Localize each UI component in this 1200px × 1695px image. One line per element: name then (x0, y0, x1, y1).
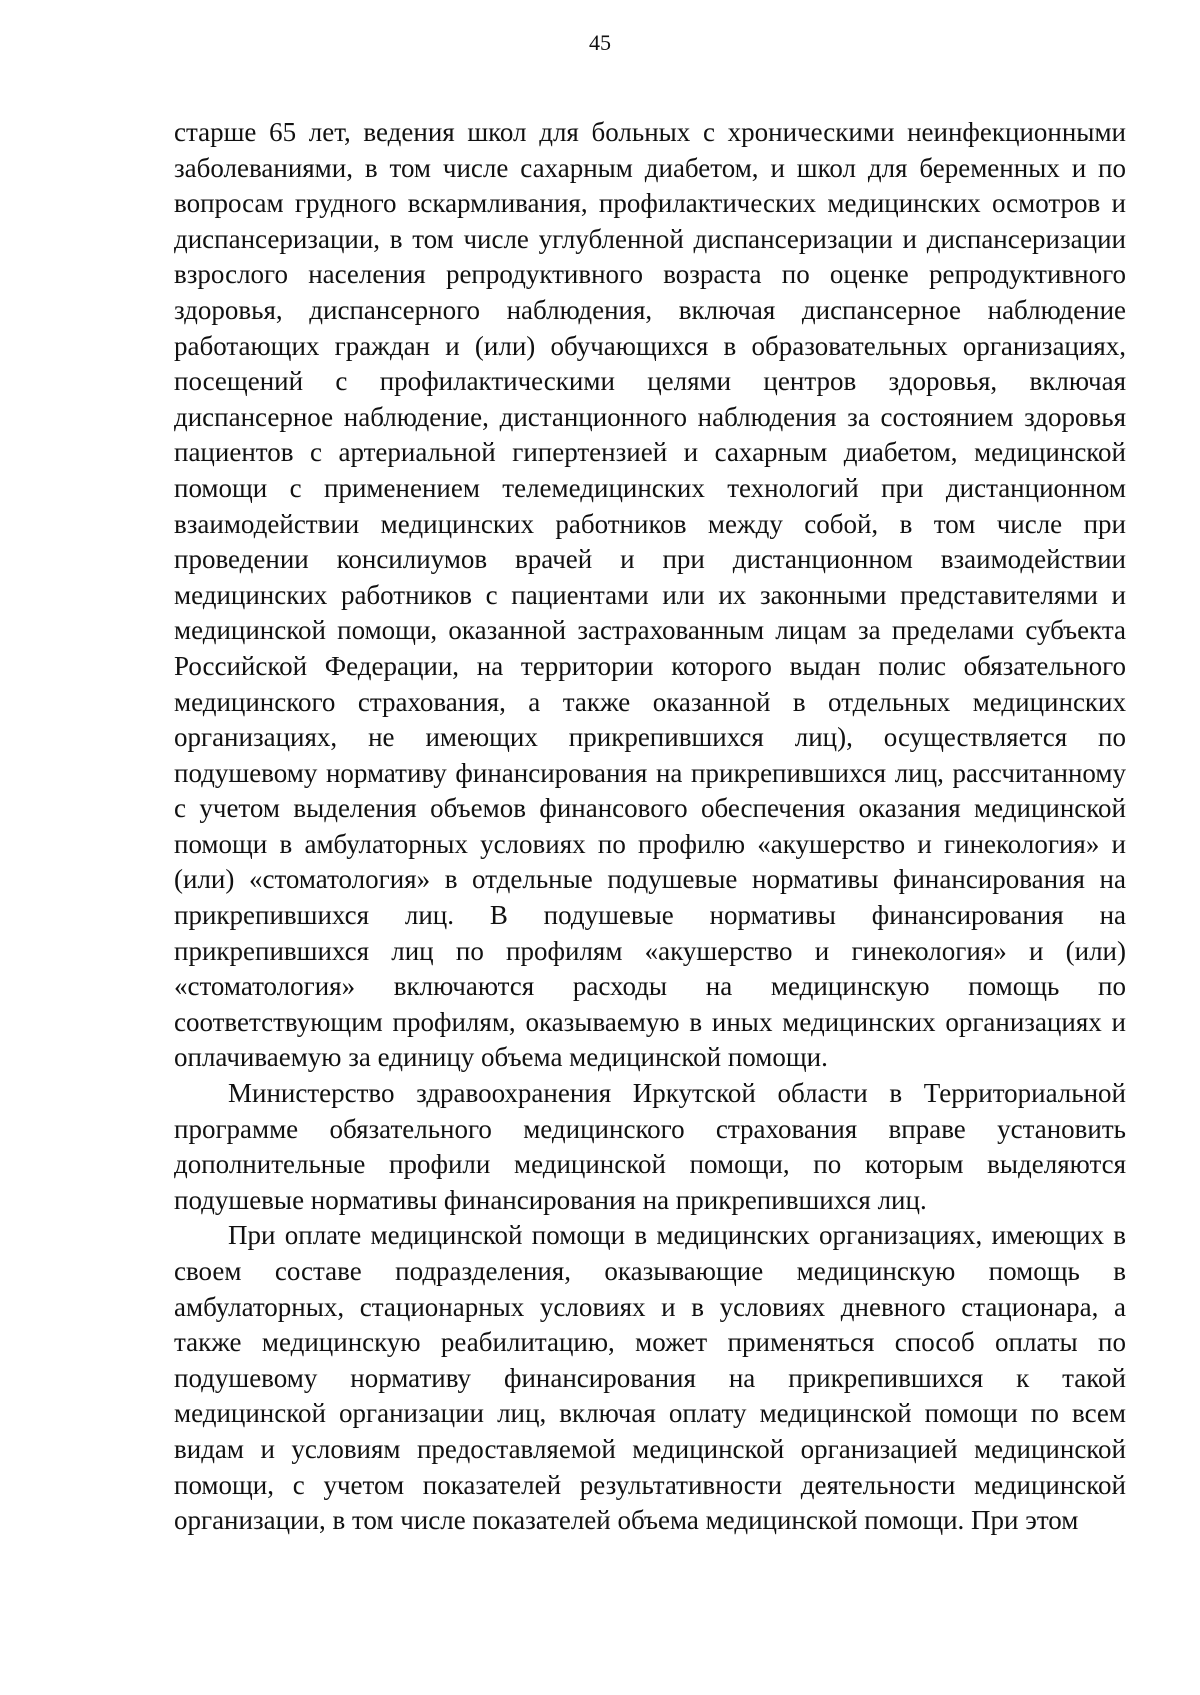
paragraph-continuation: старше 65 лет, ведения школ для больных с хроническими неинфекционными заболеваниями, в том числе сахарным диабетом, и школ для беременных и по вопросам грудного вскармливания, профилактических медицинских осмотров и диспансеризации, в том числе углубленной диспансеризации и диспансеризации взрослого населения репродуктивного возраста по оценке репродуктивного здоровья, диспансерного наблюдения, включая диспансерное наблюдение работающих граждан и (или) обучающихся в образовательных организациях, посещений с профилактическими целями центров здоровья, включая диспансерное наблюдение, дистанционного наблюдения за состоянием здоровья пациентов с артериальной гипертензией и сахарным диабетом, медицинской помощи с применением телемедицинских технологий при дистанционном взаимодействии медицинских работников между собой, в том числе при проведении консилиумов врачей и при дистанционном взаимодействии медицинских работников с пациентами или их законными представителями и медицинской помощи, оказанной застрахованным лицам за пределами субъекта Российской Федерации, на территории которого выдан полис обязательного медицинского страхования, а также оказанной в отдельных медицинских организациях, не имеющих прикрепившихся лиц), осуществляется по подушевому нормативу финансирования на прикрепившихся лиц, рассчитанному с учетом выделения объемов финансового обеспечения оказания медицинской помощи в амбулаторных условиях по профилю «акушерство и гинекология» и (или) «стоматология» в отдельные подушевые нормативы финансирования на прикрепившихся лиц. В подушевые нормативы финансирования на прикрепившихся лиц по профилям «акушерство и гинекология» и (или) «стоматология» включаются расходы на медицинскую помощь по соответствующим профилям, оказываемую в иных медицинских организациях и оплачиваемую за единицу объема медицинской помощи. (174, 117, 1126, 1073)
paragraph-ministry: Министерство здравоохранения Иркутской области в Территориальной программе обязательного медицинского страхования вправе установить дополнительные профили медицинской помощи, по которым выделяются подушевые нормативы финансирования на прикрепившихся лиц. (174, 1078, 1126, 1215)
page-number: 45 (589, 30, 611, 55)
document-body (174, 115, 1126, 1539)
paragraph-payment: При оплате медицинской помощи в медицинских организациях, имеющих в своем составе подразделения, оказывающие медицинскую помощь в амбулаторных, стационарных условиях и в условиях дневного стационара, а также медицинскую реабилитацию, может применяться способ оплаты по подушевому нормативу финансирования на прикрепившихся к такой медицинской организации лиц, включая оплату медицинской помощи по всем видам и условиям предоставляемой медицинской организацией медицинской помощи, с учетом показателей результативности деятельности медицинской организации, в том числе показателей объема медицинской помощи. При этом (174, 1220, 1126, 1536)
